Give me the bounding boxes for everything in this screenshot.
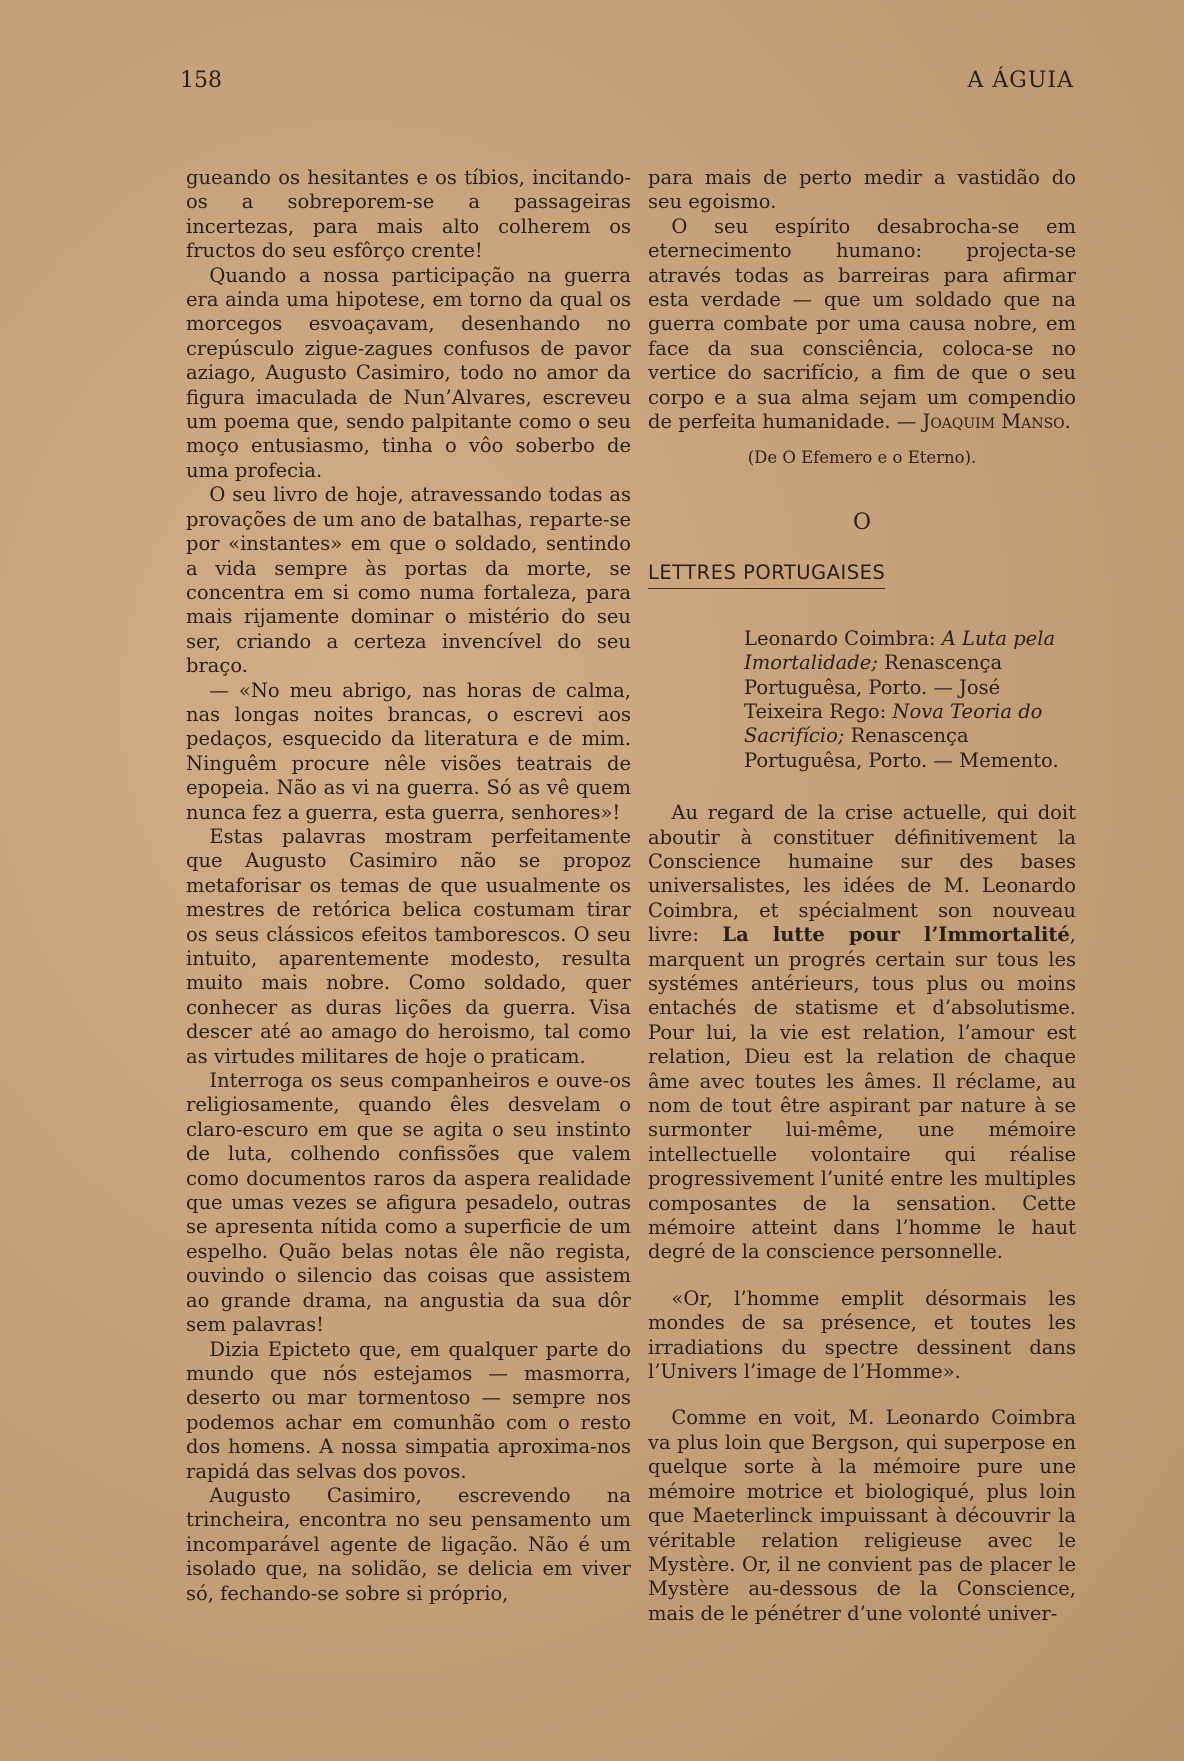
quote-paragraph: «Or, l’homme emplit désormais les mondes de sa présence, et toutes les irradiations du spectre dessinent dans l’Univers l’image de l’Homme».: [648, 1286, 1076, 1384]
paragraph-text: O seu espírito desabrocha-se em eternecimento humano: projecta-se através todas as barreiras para afirmar esta verdade — que um soldado que na guerra combate por uma causa nobre, em face da sua consciência, coloca-se no vertice do sacrifício, a fim de que o seu corpo e a sua alma sejam um compendio de perfeita humanidade.: [648, 214, 1076, 434]
reference-title: A Luta pela Imortalidade;: [744, 626, 1056, 675]
paragraph: Augusto Casimiro, escrevendo na trincheira, encontra no seu pensamento um incomparável agente de ligação. Não é um isolado que, na solidão, se delicia em viver só, fechando-se sobre si próprio,: [186, 1483, 631, 1605]
section-title: LETTRES PORTUGAISES: [648, 561, 885, 588]
page-number: 158: [180, 68, 222, 93]
paragraph: Dizia Epicteto que, em qualquer parte do mundo que nós estejamos — masmorra, deserto ou mar tormentoso — sempre nos podemos achar em comunhão com o resto dos homens. A nossa simpatia aproxima-nos rapidá das selvas dos povos.: [186, 1337, 631, 1483]
article-signature: Joaquim Manso.: [922, 410, 1071, 434]
paragraph: O seu livro de hoje, atravessando todas as provações de um ano de batalhas, reparte-se por «instantes» em que o soldado, sentindo a vida sempre às portas da morte, se concentra em si como numa fortaleza, para mais rijamente dominar o mistério do seu ser, criando a certeza invencível do seu braço.: [186, 483, 631, 678]
running-title: A ÁGUIA: [967, 68, 1074, 93]
right-column: [648, 166, 1076, 1626]
paragraph: Quando a nossa participação na guerra era ainda uma hipotese, em torno da qual os morcegos esvoaçavam, desenhando no crepúsculo zigue-zagues confusos de pavor aziago, Augusto Casimiro, todo no amor da figura imaculada de Nun’Alvares, escreveu um poema que, sendo palpitante como o seu moço entusiasmo, tinha o vôo soberbo de uma profecia.: [186, 263, 631, 482]
paragraph: [648, 801, 1076, 1265]
paragraph: — «No meu abrigo, nas horas de calma, nas longas noites brancas, o escrevi aos pedaços, esquecido da literatura e de mim. Ninguêm procure nêle visões teatrais de epopeia. Não as vi na guerra. Só as vê quem nunca fez a guerra, esta guerra, senhores»!: [186, 678, 631, 824]
section-title-wrapper: [648, 561, 1076, 626]
paragraph: Estas palavras mostram perfeitamente que Augusto Casimiro não se propoz metaforisar os temas de que usualmente os mestres de retórica belica costumam tirar os seus clássicos efeitos tamborescos. O seu intuito, aparentemente modesto, resulta muito mais nobre. Como soldado, quer conhecer as duras lições da guerra. Visa descer até ao amago do heroismo, tal como as virtudes militares de hoje o praticam.: [186, 824, 631, 1068]
book-references: [744, 627, 1076, 773]
left-column: [186, 166, 631, 1606]
reference-entry: [744, 627, 1076, 773]
paragraph: [648, 215, 1076, 435]
page-header: [180, 68, 1074, 108]
book-title-bold: La lutte pour l’Immortalité: [722, 923, 1070, 947]
section-separator: O: [852, 509, 872, 535]
paragraph: para mais de perto medir a vastidão do seu egoismo.: [648, 166, 1076, 214]
reference-publisher: Renascença Portuguêsa, Porto. — José Teixeira Rego:: [744, 651, 1003, 723]
paragraph: Interroga os seus companheiros e ouve-os religiosamente, quando êles desvelam o claro-escuro em que se agita o seu instinto de luta, colhendo confissões que valem como documentos raros da aspera realidade que umas vezes se afigura pesadelo, outras se apresenta nítida como a superficie de um espelho. Quão belas notas êle não regista, ouvindo o silencio das coisas que assistem ao grande drama, na angustia da sua dôr sem palavras!: [186, 1069, 631, 1337]
reference-title: Nova Teoria do Sacrifício;: [744, 699, 1043, 748]
paragraph-text: Au regard de la crise actuelle, qui doit aboutir à constituer définitivement la Conscience humaine sur des bases universalistes, les idées de M. Leonardo Coimbra, et spécialment son nouveau livre:: [648, 801, 1076, 947]
reference-author: Leonardo Coimbra:: [744, 626, 942, 650]
source-citation: (De O Efemero e o Eterno).: [747, 448, 977, 468]
signature-dash: —: [890, 410, 923, 434]
reference-publisher: Renascença Portuguêsa, Porto. — Memento.: [744, 724, 1059, 772]
review-body: [648, 801, 1076, 1626]
paragraph: Comme en voit, M. Leonardo Coimbra va plus loin que Bergson, qui superpose en quelque sorte à la mémoire pure une mémoire motrice et biologiqué, plus loin que Maeterlinck impuissant à découvrir la véritable relation religieuse avec le Mystère. Or, il ne convient pas de placer le Mystère au-dessous de la Conscience, mais de le pénétrer d’une volonté univer-: [648, 1406, 1076, 1625]
paragraph-text: , marquent un progrés certain sur tous les systémes antérieurs, tous plus ou moins entachés de statisme et d’absolutisme. Pour lui, la vie est relation, l’amour est relation, Dieu est la relation de chaque âme avec toutes les âmes. Il réclame, au nom de tout être aspirant par nature à se surmonter lui-même, une mémoire intellectuelle volontaire qui réalise progressivement l’unité entre les multiples composantes de la sensation. Cette mémoire atteint dans l’homme le haut degré de la conscience personnelle.: [648, 923, 1076, 1264]
paragraph: gueando os hesitantes e os tíbios, incitando-os a sobreporem-se a passageiras incertezas, para mais alto colherem os fructos do seu esfôrço crente!: [186, 166, 631, 263]
